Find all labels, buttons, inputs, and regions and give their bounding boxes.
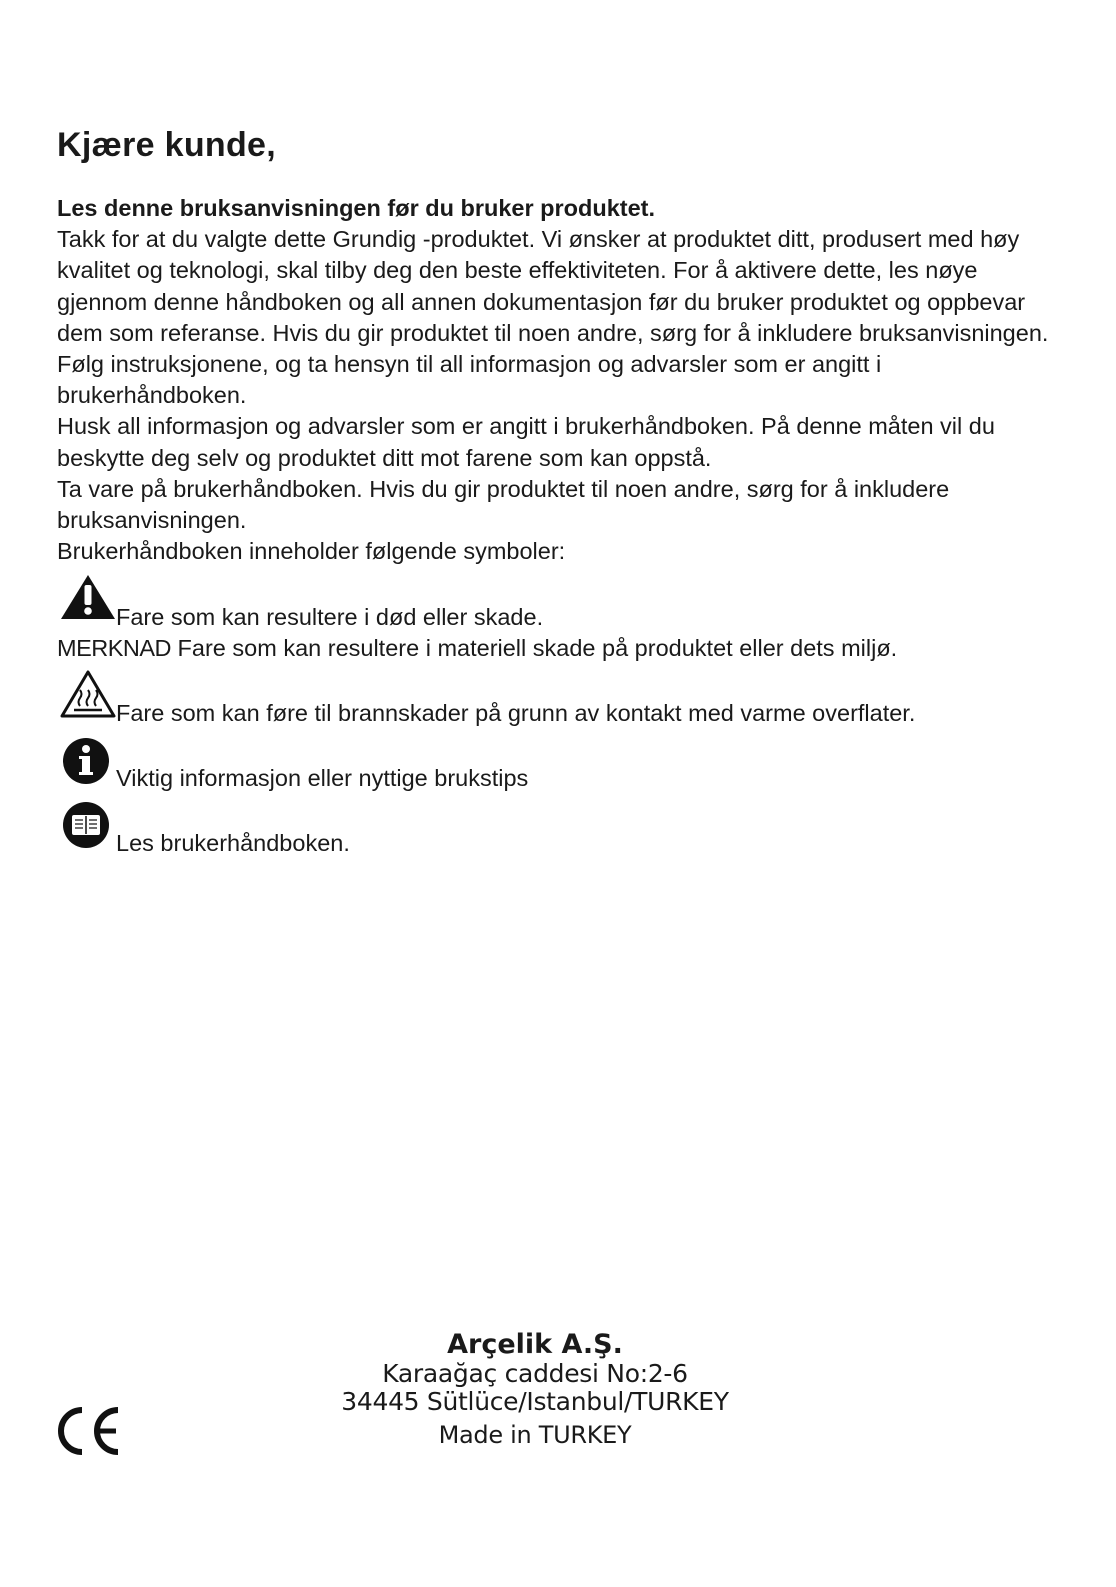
manual-book-icon [62, 801, 110, 854]
hot-surface-text: Fare som kan føre til brannskader på grunn av kontakt med varme overflater. [116, 700, 916, 726]
symbols-intro: Brukerhåndboken inneholder følgende symboler: [57, 538, 566, 565]
manufacturer-footer [57, 1330, 1013, 1450]
page-title: Kjære kunde, [57, 126, 276, 164]
warning-triangle-icon [60, 574, 116, 625]
warning-text: Fare som kan resultere i død eller skade. [116, 604, 544, 630]
intro-section [57, 193, 1057, 567]
manual-text: Les brukerhåndboken. [116, 830, 350, 856]
merknad-line [57, 635, 897, 662]
intro-paragraph: Takk for at du valgte dette Grundig -produktet. Vi ønsker at produktet ditt, produsert med høy kvalitet og teknologi, skal tilby deg den beste effektiviteten. For å aktivere dette, les nøye gjennom denne håndboken og all annen dokumentasjon før du bruker produktet og oppbevar dem som referanse. Hvis du gir produktet til noen andre, sørg for å inkludere bruksanvisningen. Følg instruksjonene, og ta hensyn til all informasjon og advarsler som er angitt i brukerhåndboken. [57, 226, 1049, 409]
made-in-label: Made in TURKEY [438, 1421, 632, 1449]
merknad-text: Fare som kan resultere i materiell skade på produktet eller dets miljø. [177, 635, 898, 661]
info-text: Viktig informasjon eller nyttige brukstips [116, 765, 529, 791]
address-line-1: Karaağaç caddesi No:2-6 [382, 1359, 688, 1388]
ce-mark-icon [56, 1406, 122, 1461]
hot-surface-icon [60, 670, 116, 723]
lead-instruction: Les denne bruksanvisningen før du bruker produktet. [57, 195, 656, 221]
company-name: Arçelik A.Ş. [447, 1329, 623, 1360]
address-line-2: 34445 Sütlüce/Istanbul/TURKEY [341, 1387, 729, 1416]
info-icon [62, 737, 110, 790]
remember-paragraph: Husk all informasjon og advarsler som er angitt i brukerhåndboken. På denne måten vil du beskytte deg selv og produktet ditt mot farene som kan oppstå. [57, 413, 995, 471]
keep-manual-paragraph: Ta vare på brukerhåndboken. Hvis du gir produktet til noen andre, sørg for å inkludere bruksanvisningen. [57, 475, 950, 534]
merknad-label: MERKNAD [57, 635, 172, 661]
